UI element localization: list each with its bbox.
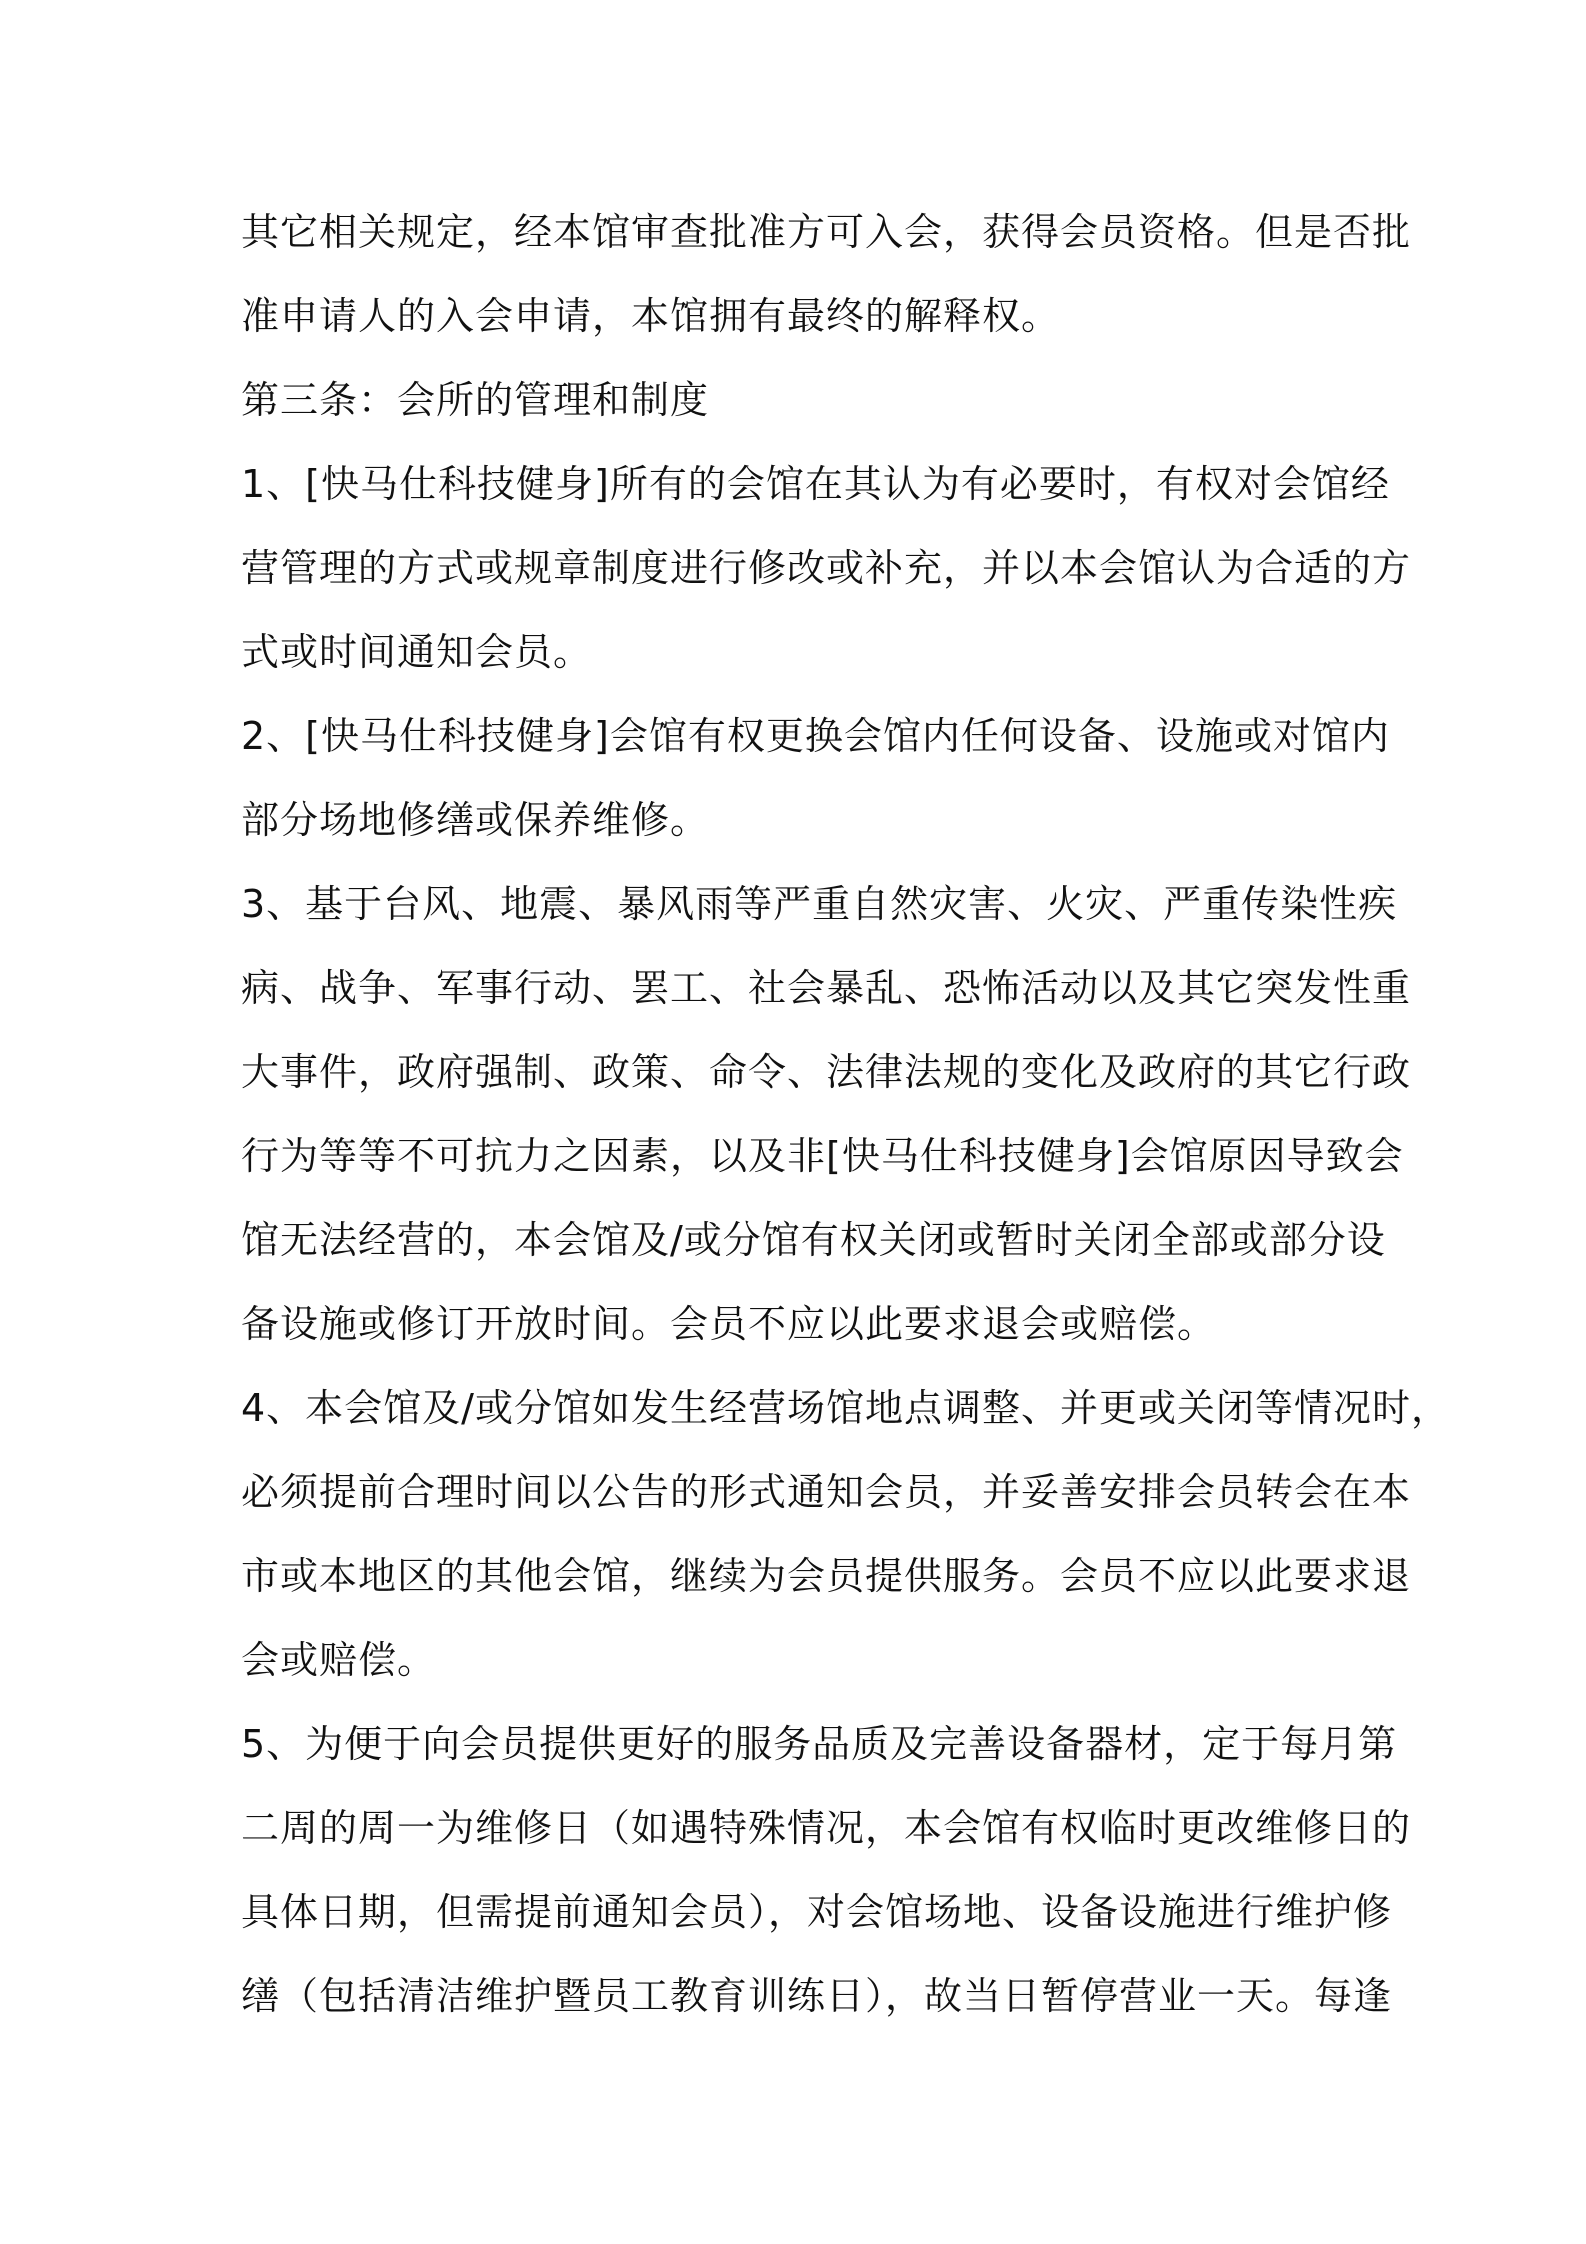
text-line: 行为等等不可抗力之因素，以及非[快马仕科技健身]会馆原因导致会: [241, 1134, 1404, 1178]
text-line: 备设施或修订开放时间。会员不应以此要求退会或赔偿。: [241, 1302, 1217, 1346]
text-line: 2、[快马仕科技健身]会馆有权更换会馆内任何设备、设施或对馆内: [241, 714, 1390, 758]
text-line: 5、为便于向会员提供更好的服务品质及完善设备器材，定于每月第: [241, 1722, 1398, 1766]
text-line: 病、战争、军事行动、罢工、社会暴乱、恐怖活动以及其它突发性重: [241, 966, 1412, 1010]
text-line: 准申请人的入会申请，本馆拥有最终的解释权。: [241, 294, 1061, 338]
text-line: 必须提前合理时间以公告的形式通知会员，并妥善安排会员转会在本: [241, 1470, 1412, 1514]
text-line: 大事件，政府强制、政策、命令、法律法规的变化及政府的其它行政: [241, 1050, 1412, 1094]
text-line: 缮（包括清洁维护暨员工教育训练日），故当日暂停营业一天。每逢: [241, 1974, 1393, 2018]
text-line: 具体日期，但需提前通知会员），对会馆场地、设备设施进行维护修: [241, 1890, 1393, 1934]
text-line: 会或赔偿。: [241, 1638, 437, 1682]
text-line: 其它相关规定，经本馆审查批准方可入会，获得会员资格。但是否批: [241, 210, 1412, 254]
text-line: 市或本地区的其他会馆，继续为会员提供服务。会员不应以此要求退: [241, 1554, 1412, 1598]
document-body: [241, 190, 1450, 2038]
text-line: 部分场地修缮或保养维修。: [241, 798, 710, 842]
text-line: 二周的周一为维修日（如遇特殊情况，本会馆有权临时更改维修日的: [241, 1806, 1412, 1850]
text-line: 营管理的方式或规章制度进行修改或补充，并以本会馆认为合适的方: [241, 546, 1412, 590]
text-line: 馆无法经营的，本会馆及/或分馆有权关闭或暂时关闭全部或部分设: [241, 1218, 1386, 1262]
text-line: 第三条：会所的管理和制度: [241, 378, 710, 422]
text-line: 1、[快马仕科技健身]所有的会馆在其认为有必要时，有权对会馆经: [241, 462, 1390, 506]
text-line: 3、基于台风、地震、暴风雨等严重自然灾害、火灾、严重传染性疾: [241, 882, 1398, 926]
text-line: 式或时间通知会员。: [241, 630, 593, 674]
text-line: 4、本会馆及/或分馆如发生经营场馆地点调整、并更或关闭等情况时，: [241, 1386, 1450, 1430]
